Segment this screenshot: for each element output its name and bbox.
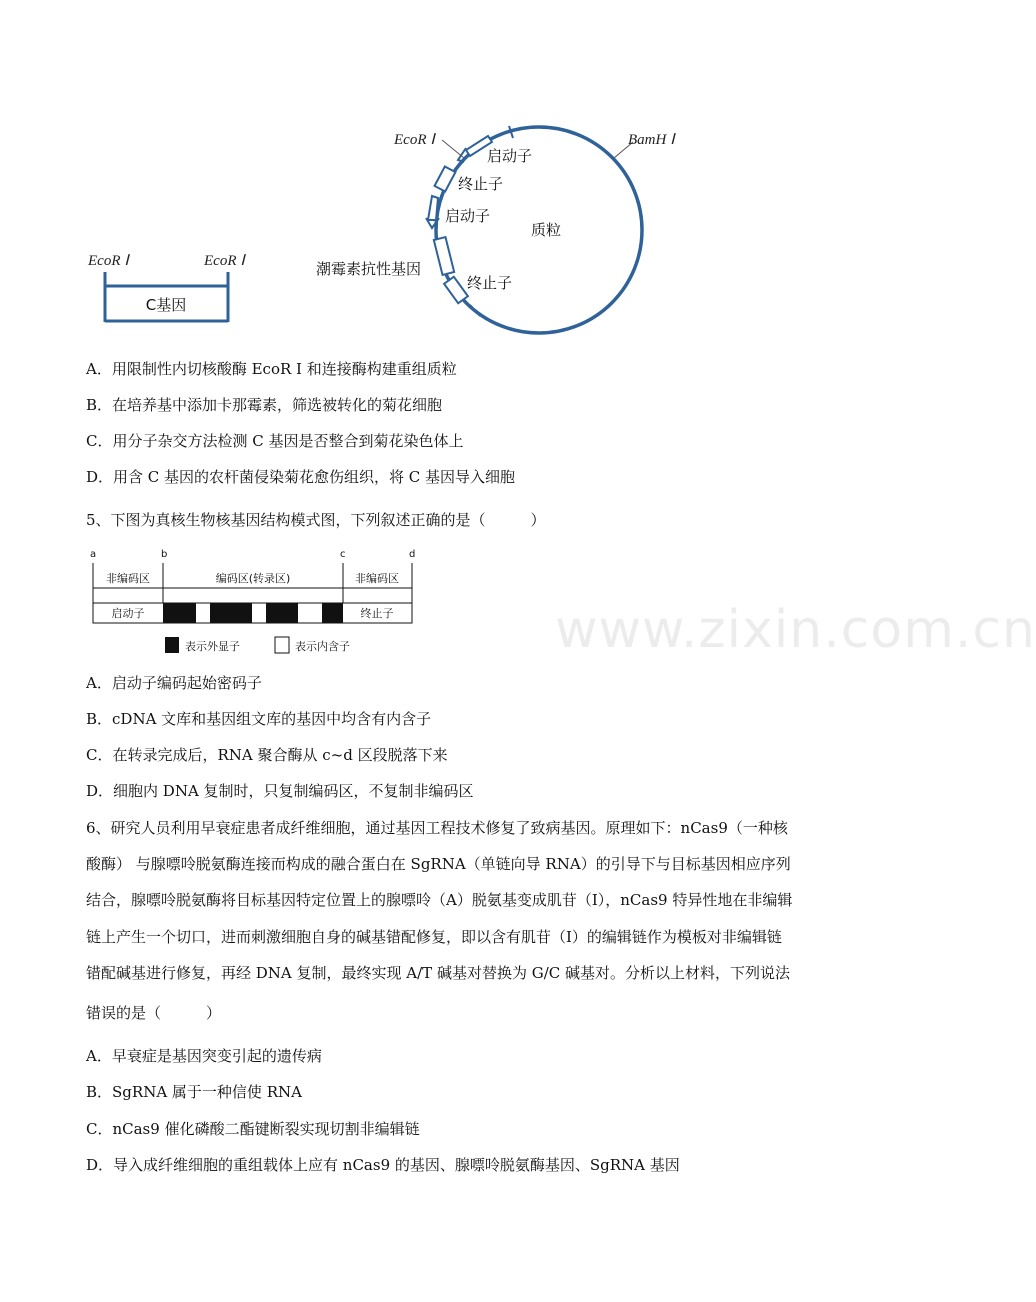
terminator-label: 终止子 [360,607,394,620]
plasmid-label: 质粒 [531,221,562,239]
plasmid-ecor-label: EcoR Ⅰ [394,132,435,148]
q6-stem-line-4: 链上产生一个切口，进而刺激细胞自身的碱基错配修复，即以含有肌苷（I）的编辑链作为模板对非编辑链 [86,928,782,946]
exon-4 [322,603,343,623]
q6-option-b: B．SgRNA 属于一种信使 RNA [86,1083,302,1101]
terminator-label-1: 终止子 [458,175,504,193]
ecor-label-right: EcoR Ⅰ [204,253,245,269]
q4-option-d: D．用含 C 基因的农杆菌侵染菊花愈伤组织，将 C 基因导入细胞 [86,468,516,486]
hygromycin-label: 潮霉素抗性基因 [316,260,422,278]
terminator-box-2 [444,277,468,303]
noncoding-left-label: 非编码区 [106,572,150,585]
q4-option-b: B．在培养基中添加卡那霉素，筛选被转化的菊花细胞 [86,396,443,414]
legend-exon-label: 表示外显子 [185,640,240,653]
q4-option-c: C．用分子杂交方法检测 C 基因是否整合到菊花染色体上 [86,432,464,450]
legend-exon-swatch [165,637,179,653]
promoter-label-1: 启动子 [487,147,533,165]
q6-option-a: A．早衰症是基因突变引起的遗传病 [86,1047,322,1065]
plasmid-figure [80,118,700,348]
q6-stem-line-6: 错误的是（ ） [86,1004,222,1022]
q6-option-d: D．导入成纤维细胞的重组载体上应有 nCas9 的基因、腺嘌呤脱氨酶基因、SgRNA 基因 [86,1156,680,1174]
promoter-label-2: 启动子 [445,207,491,225]
plasmid-bamh-label: BamH Ⅰ [628,132,675,148]
q6-stem-line-5: 错配碱基进行修复，再经 DNA 复制，最终实现 A/T 碱基对替换为 G/C 碱基对。分析以上材料，下列说法 [86,964,791,982]
noncoding-right-label: 非编码区 [355,572,399,585]
terminator-label-2: 终止子 [467,274,513,292]
q6-stem-line-2: 酸酶） 与腺嘌呤脱氨酶连接而构成的融合蛋白在 SgRNA（单链向导 RNA）的引导下与目标基因相应序列 [86,855,791,873]
promoter-label: 启动子 [111,607,145,620]
q5-option-b: B．cDNA 文库和基因组文库的基因中均含有内含子 [86,710,432,728]
q5-option-c: C．在转录完成后，RNA 聚合酶从 c~d 区段脱落下来 [86,746,448,764]
watermark: www.zixin.com.cn [555,600,1036,660]
q5-stem: 5、下图为真核生物核基因结构模式图，下列叙述正确的是（ ） [86,511,546,529]
q5-option-a: A．启动子编码起始密码子 [86,674,262,692]
q6-stem-line-1: 6、研究人员利用早衰症患者成纤维细胞，通过基因工程技术修复了致病基因。原理如下：nCas9（一种核 [86,819,788,837]
q6-option-c: C．nCas9 催化磷酸二酯键断裂实现切割非编辑链 [86,1120,420,1138]
coding-region-label: 编码区(转录区) [215,572,291,585]
plasmid [316,126,676,333]
q6-stem-line-3: 结合，腺嘌呤脱氨酶将目标基因特定位置上的腺嘌呤（A）脱氨基变成肌苷（I），nCas9 特异性地在非编辑 [86,891,793,909]
q4-option-a: A．用限制性内切核酸酶 EcoR I 和连接酶构建重组质粒 [86,360,457,378]
ecor-label-left: EcoR Ⅰ [88,253,129,269]
point-d: d [409,549,416,560]
q5-option-d: D．细胞内 DNA 复制时，只复制编码区，不复制非编码区 [86,782,474,800]
point-a: a [90,549,97,560]
gene-structure-figure [86,543,426,663]
terminator-box-1 [435,166,456,191]
legend-intron-swatch [275,637,289,653]
exon-3 [266,603,298,623]
hygromycin-gene-box [434,237,454,275]
point-b: b [161,549,168,560]
c-gene-label: C基因 [145,296,187,314]
c-gene-fragment [87,253,246,322]
point-c: c [340,549,346,560]
legend-intron-label: 表示内含子 [295,640,350,653]
promoter-arrow-2 [428,196,438,220]
exon-1 [163,603,196,623]
exon-2 [210,603,252,623]
